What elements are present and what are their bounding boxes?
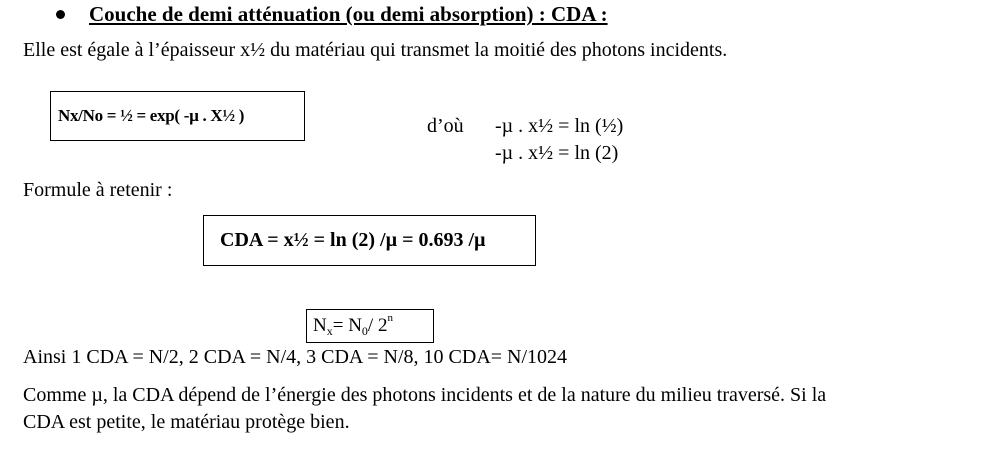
nx-subscript: x (326, 323, 333, 338)
derivation-eq2: -µ . x½ = ln (2) (495, 142, 619, 164)
nx-divide: / 2 (367, 315, 388, 336)
comme-text-line1: Comme µ, la CDA dépend de l’énergie des photons incidents et de la nature du milieu traversé. Si la (23, 384, 827, 406)
formula-box-exp (50, 91, 305, 141)
bullet-icon (56, 10, 65, 19)
dou-label: d’où (427, 115, 464, 137)
formula-box-cda (203, 215, 536, 266)
heading-text: Couche de demi atténuation (ou demi absorption) : CDA : (89, 2, 608, 26)
nx-equals-n: = N (332, 315, 362, 336)
ainsi-text: Ainsi 1 CDA = N/2, 2 CDA = N/4, 3 CDA = N/8, 10 CDA= N/1024 (23, 346, 568, 368)
n-superscript: n (387, 312, 393, 324)
formula-box-nx (306, 309, 434, 343)
n0-subscript: 0 (361, 323, 368, 338)
formula-cda-text: CDA = x½ = ln (2) /µ = 0.693 /µ (220, 229, 486, 251)
derivation-eq1: -µ . x½ = ln (½) (495, 115, 624, 137)
formule-label: Formule à retenir : (23, 179, 173, 201)
definition-text: Elle est égale à l’épaisseur x½ du matériau qui transmet la moitié des photons incidents. (23, 39, 728, 61)
section-heading (56, 1, 608, 27)
comme-text-line2: CDA est petite, le matériau protège bien. (23, 411, 350, 433)
formula-exp-text: Nx/No = ½ = exp( -µ . X½ ) (58, 106, 245, 125)
nx-n: N (313, 315, 327, 336)
